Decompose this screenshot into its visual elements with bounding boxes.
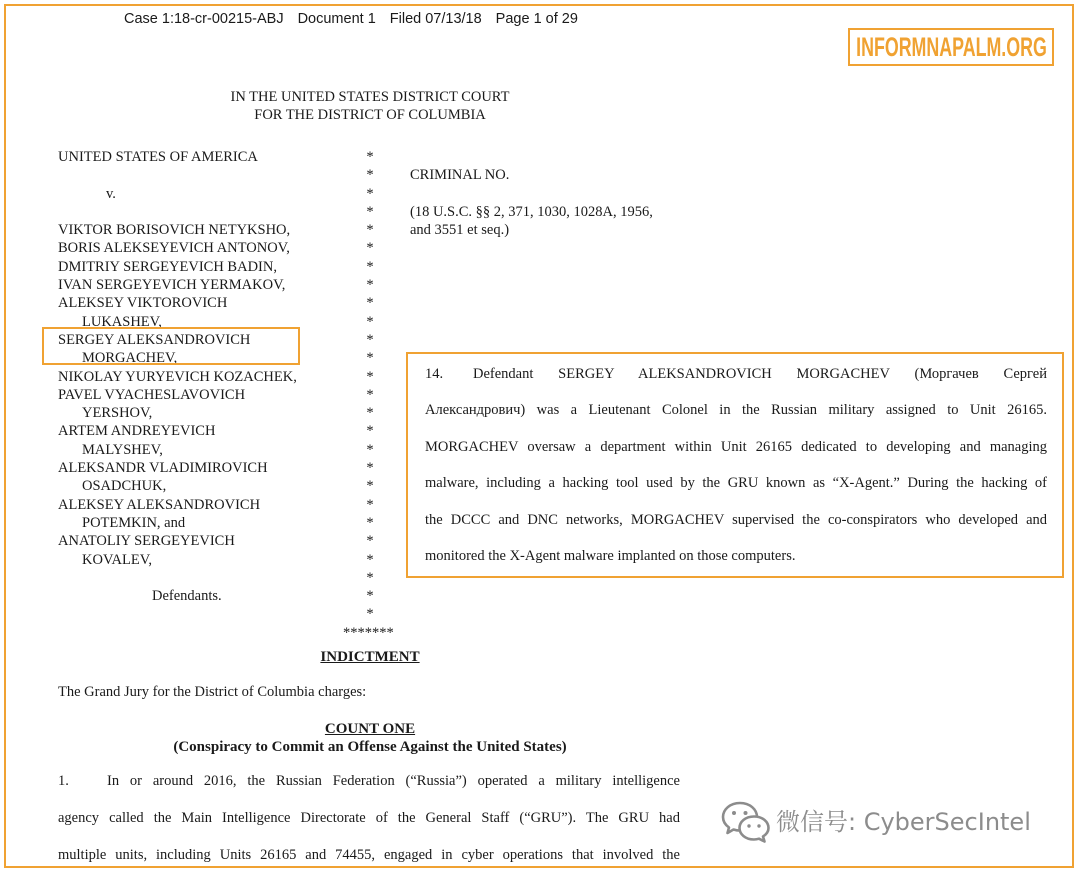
caption-asterisk: *: [366, 185, 374, 202]
header-filed-date: Filed 07/13/18: [389, 11, 482, 27]
defendant-name: NIKOLAY YURYEVICH KOZACHEK,: [58, 368, 297, 385]
plaintiff-name: UNITED STATES OF AMERICA: [58, 149, 258, 165]
defendant-name: IVAN SERGEYEVICH YERMAKOV,: [58, 277, 286, 294]
callout-line: Александрович) was a Lieutenant Colonel in the Russian military assigned to Unit 26165.: [425, 402, 1047, 419]
callout-line: malware, including a hacking tool used by the GRU known as “X-Agent.” During the hacking of: [425, 475, 1047, 492]
defendants-label: Defendants.: [152, 588, 222, 605]
grand-jury-intro: The Grand Jury for the District of Columbia charges:: [58, 684, 367, 700]
caption-asterisk: *: [366, 222, 374, 239]
defendant-name: PAVEL VYACHESLAVOVICH: [58, 386, 246, 403]
defendant-name-continued: KOVALEV,: [82, 551, 152, 568]
caption-asterisk: *: [366, 203, 374, 220]
caption-case-info: [410, 148, 653, 239]
defendant-name-morgachev-continued: MORGACHEV,: [82, 350, 178, 367]
informnapalm-logo: [848, 28, 1054, 66]
caption-asterisk: *: [366, 569, 374, 586]
morgachev-highlight-box: [42, 327, 300, 365]
defendant-name: ALEKSANDR VLADIMIROVICH: [58, 460, 268, 477]
caption-asterisk: *: [366, 368, 374, 385]
paragraph-line: [58, 771, 680, 791]
defendant-name: ANATOLIY SERGEYEVICH: [58, 533, 235, 550]
defendant-name: ALEKSEY VIKTOROVICH: [58, 295, 228, 312]
defendant-name-continued: OSADCHUK,: [82, 478, 167, 495]
statute-line: (18 U.S.C. §§ 2, 371, 1030, 1028A, 1956,: [410, 203, 653, 220]
caption-asterisk: *: [366, 295, 374, 312]
count-one-subtitle: (Conspiracy to Commit an Offense Against the United States): [173, 739, 567, 755]
caption-asterisk: *: [366, 588, 374, 605]
header-case-number: Case 1:18-cr-00215-ABJ: [124, 11, 284, 27]
defendant-name-morgachev: SERGEY ALEKSANDROVICH: [58, 331, 251, 348]
header-document: Document 1: [297, 11, 376, 27]
caption-asterisk: *: [366, 258, 374, 275]
header-page-count: Page 1 of 29: [495, 11, 578, 27]
caption-asterisk: *: [366, 423, 374, 440]
caption-asterisk: *: [366, 149, 374, 165]
defendant-name: BORIS ALEKSEYEVICH ANTONOV,: [58, 240, 290, 257]
paragraph-number: 14.: [425, 365, 444, 382]
defendant-name: ARTEM ANDREYEVICH: [58, 423, 216, 440]
blank-row: [58, 166, 297, 184]
caption-asterisk: *: [366, 240, 374, 257]
caption-asterisk: *: [366, 313, 374, 330]
blank-row: [410, 148, 653, 166]
callout-line: MORGACHEV oversaw a department within Unit 26165 dedicated to developing and managing: [425, 438, 1047, 455]
caption-asterisk: *: [366, 460, 374, 477]
wechat-watermark-text: 微信号: CyberSecIntel: [776, 808, 1031, 836]
indictment-heading: [120, 648, 620, 666]
caption-asterisk-column: [364, 148, 376, 624]
defendant-name: DMITRIY SERGEYEVICH BADIN,: [58, 258, 277, 275]
caption-asterisk: *: [366, 350, 374, 367]
paragraph-line: agency called the Main Intelligence Directorate of the General Staff (“GRU”). The GRU had: [58, 810, 680, 826]
defendant-name: VIKTOR BORISOVICH NETYKSHO,: [58, 222, 291, 239]
blank-row: [58, 203, 297, 221]
court-title-line-2: FOR THE DISTRICT OF COLUMBIA: [254, 107, 486, 124]
caption-asterisk: *: [366, 386, 374, 403]
caption-asterisk: *: [366, 514, 374, 531]
court-title-line-1: IN THE UNITED STATES DISTRICT COURT: [230, 89, 510, 105]
caption-asterisk: *: [366, 331, 374, 348]
paragraph-number: 1.: [58, 773, 69, 789]
filing-header: [124, 10, 578, 28]
caption-asterisk: *: [366, 533, 374, 550]
defendant-name-continued: YERSHOV,: [82, 405, 153, 422]
callout-line: [425, 364, 1047, 384]
defendant-name-continued: MALYSHEV,: [82, 441, 163, 458]
defendant-name: ALEKSEY ALEKSANDROVICH: [58, 496, 261, 513]
defendant-name-continued: LUKASHEV,: [82, 313, 162, 330]
caption-asterisk: *: [366, 551, 374, 568]
caption-asterisk: *: [366, 606, 374, 623]
logo-text: INFORMNAPALM.ORG: [855, 32, 1047, 62]
caption-asterisk: *: [366, 441, 374, 458]
indictment-title: INDICTMENT: [320, 649, 420, 665]
count-one-heading: [120, 720, 620, 738]
caption-asterisk: *: [366, 496, 374, 513]
caption-asterisk: *: [366, 478, 374, 495]
paragraph-1: [58, 771, 680, 865]
callout-line: monitored the X-Agent malware implanted on those computers.: [425, 548, 796, 565]
wechat-icon: [720, 800, 772, 844]
callout-line-text: Defendant SERGEY ALEKSANDROVICH MORGACHEV (Моргачев Сергей: [473, 365, 1047, 382]
blank-row: [410, 185, 653, 203]
versus-label: v.: [106, 185, 116, 202]
caption-asterisk: *: [366, 167, 374, 184]
caption-asterisk: *: [366, 277, 374, 294]
court-title: [120, 88, 620, 125]
caption-separator: *******: [343, 625, 394, 641]
paragraph-line: multiple units, including Units 26165 and 74455, engaged in cyber operations that involved the: [58, 847, 680, 863]
count-one-title: COUNT ONE: [324, 721, 416, 737]
blank-row: [58, 569, 297, 587]
defendant-name-continued: POTEMKIN, and: [82, 514, 186, 531]
criminal-number-label: CRIMINAL NO.: [410, 167, 510, 184]
statute-line: and 3551 et seq.): [410, 222, 510, 239]
paragraph-line-text: In or around 2016, the Russian Federation (“Russia”) operated a military intelligence: [107, 773, 680, 789]
caption-asterisk: *: [366, 405, 374, 422]
paragraph-14-callout: [406, 352, 1064, 578]
caption-parties: [58, 148, 297, 605]
callout-line: the DCCC and DNC networks, MORGACHEV supervised the co-conspirators who developed and: [425, 511, 1047, 528]
